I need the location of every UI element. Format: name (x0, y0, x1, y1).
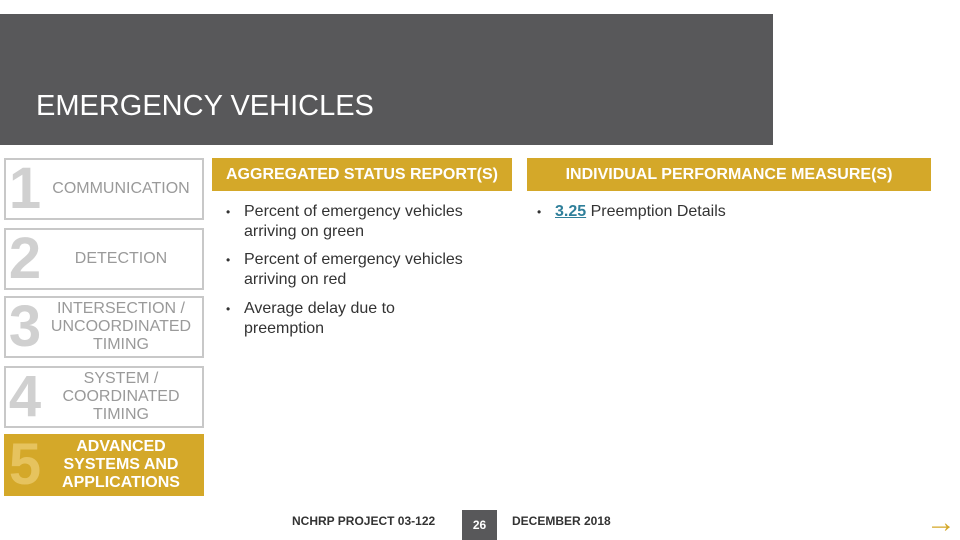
footer-project: NCHRP PROJECT 03-122 (292, 514, 436, 528)
individual-heading: INDIVIDUAL PERFORMANCE MEASURE(S) (527, 158, 931, 191)
aggregated-item: • Percent of emergency vehicles arriving on green (212, 202, 512, 242)
nav-system[interactable] (4, 366, 204, 428)
nav-number: 2 (8, 228, 42, 290)
nav-detection[interactable] (4, 228, 204, 290)
page-number: 26 (462, 510, 497, 540)
nav-advanced[interactable] (4, 434, 204, 496)
header-band (0, 14, 773, 145)
nav-number: 5 (8, 434, 42, 496)
aggregated-item: • Percent of emergency vehicles arriving on red (212, 250, 512, 290)
next-arrow-icon[interactable]: → (926, 506, 956, 539)
measure-text: Preemption Details (586, 203, 726, 220)
nav-label: INTERSECTION / UNCOORDINATED TIMING (50, 300, 192, 353)
nav-number: 1 (8, 158, 42, 220)
footer-date: DECEMBER 2018 (512, 514, 611, 528)
nav-number: 4 (8, 366, 42, 428)
nav-label: DETECTION (74, 250, 168, 267)
nav-communication[interactable] (4, 158, 204, 220)
nav-intersection[interactable] (4, 296, 204, 358)
aggregated-item: • Average delay due to preemption (212, 299, 452, 339)
aggregated-heading: AGGREGATED STATUS REPORT(S) (212, 158, 512, 191)
nav-label: COMMUNICATION (52, 180, 190, 197)
measure-link[interactable]: 3.25 (555, 203, 587, 220)
individual-item (523, 202, 923, 222)
nav-label: ADVANCED SYSTEMS AND APPLICATIONS (62, 438, 180, 491)
nav-number: 3 (8, 296, 42, 358)
nav-label: SYSTEM / COORDINATED TIMING (62, 370, 180, 423)
page-title: EMERGENCY VEHICLES (36, 90, 374, 122)
